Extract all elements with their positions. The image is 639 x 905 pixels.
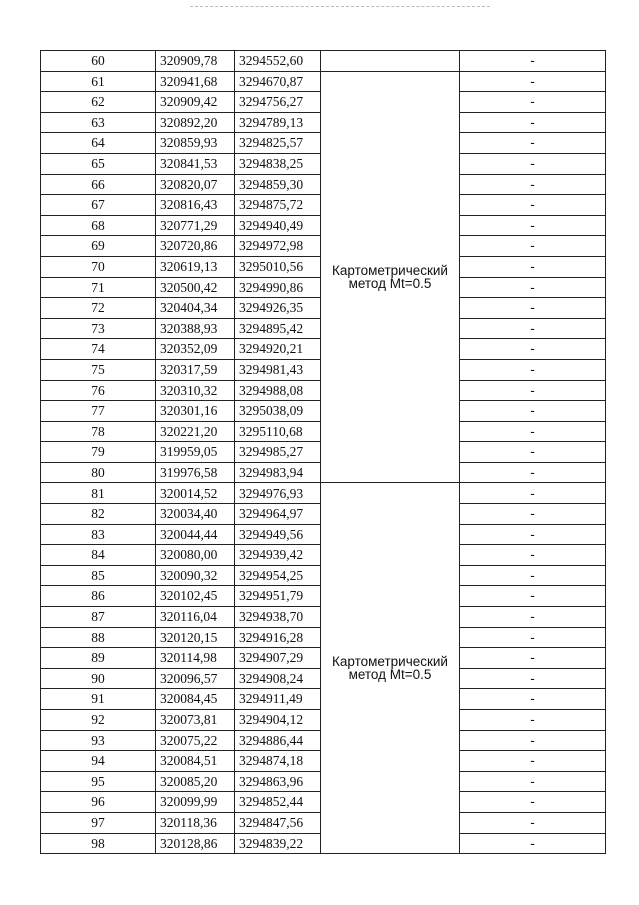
scan-header-line [190,6,490,8]
table-row [41,483,606,504]
x-coordinate-cell: 320892,20 [156,112,235,133]
point-number-cell: 78 [41,421,156,442]
point-number-cell: 61 [41,71,156,92]
point-number-cell: 62 [41,92,156,113]
value-cell: - [460,421,606,442]
value-cell: - [460,277,606,298]
x-coordinate-cell: 320404,34 [156,298,235,319]
value-cell: - [460,112,606,133]
value-cell: - [460,339,606,360]
y-coordinate-cell: 3294939,42 [235,545,321,566]
point-number-cell: 68 [41,215,156,236]
value-cell: - [460,442,606,463]
point-number-cell: 91 [41,689,156,710]
value-cell: - [460,318,606,339]
x-coordinate-cell: 320084,45 [156,689,235,710]
y-coordinate-cell: 3294938,70 [235,607,321,628]
method-cell-empty [321,51,460,72]
point-number-cell: 82 [41,504,156,525]
value-cell: - [460,668,606,689]
value-cell: - [460,380,606,401]
point-number-cell: 83 [41,524,156,545]
method-cell [321,71,460,483]
point-number-cell: 73 [41,318,156,339]
x-coordinate-cell: 320301,16 [156,401,235,422]
point-number-cell: 70 [41,256,156,277]
value-cell: - [460,195,606,216]
x-coordinate-cell: 320090,32 [156,565,235,586]
y-coordinate-cell: 3294907,29 [235,648,321,669]
x-coordinate-cell: 320500,42 [156,277,235,298]
x-coordinate-cell: 320941,68 [156,71,235,92]
point-number-cell: 80 [41,462,156,483]
y-coordinate-cell: 3294874,18 [235,751,321,772]
x-coordinate-cell: 320085,20 [156,771,235,792]
x-coordinate-cell: 320909,42 [156,92,235,113]
value-cell: - [460,648,606,669]
y-coordinate-cell: 3295110,68 [235,421,321,442]
x-coordinate-cell: 320388,93 [156,318,235,339]
point-number-cell: 98 [41,833,156,854]
y-coordinate-cell: 3294911,49 [235,689,321,710]
x-coordinate-cell: 320841,53 [156,153,235,174]
x-coordinate-cell: 320044,44 [156,524,235,545]
point-number-cell: 93 [41,730,156,751]
y-coordinate-cell: 3294552,60 [235,51,321,72]
y-coordinate-cell: 3294789,13 [235,112,321,133]
point-number-cell: 85 [41,565,156,586]
value-cell: - [460,133,606,154]
table-row [41,51,606,72]
point-number-cell: 60 [41,51,156,72]
x-coordinate-cell: 319959,05 [156,442,235,463]
x-coordinate-cell: 320034,40 [156,504,235,525]
point-number-cell: 88 [41,627,156,648]
y-coordinate-cell: 3294847,56 [235,812,321,833]
y-coordinate-cell: 3294985,27 [235,442,321,463]
y-coordinate-cell: 3294981,43 [235,359,321,380]
point-number-cell: 76 [41,380,156,401]
y-coordinate-cell: 3294949,56 [235,524,321,545]
point-number-cell: 87 [41,607,156,628]
y-coordinate-cell: 3294825,57 [235,133,321,154]
value-cell: - [460,483,606,504]
point-number-cell: 81 [41,483,156,504]
y-coordinate-cell: 3294886,44 [235,730,321,751]
x-coordinate-cell: 320317,59 [156,359,235,380]
value-cell: - [460,627,606,648]
value-cell: - [460,359,606,380]
value-cell: - [460,771,606,792]
point-number-cell: 74 [41,339,156,360]
y-coordinate-cell: 3294838,25 [235,153,321,174]
x-coordinate-cell: 320816,43 [156,195,235,216]
x-coordinate-cell: 320128,86 [156,833,235,854]
x-coordinate-cell: 320720,86 [156,236,235,257]
point-number-cell: 72 [41,298,156,319]
value-cell: - [460,812,606,833]
value-cell: - [460,710,606,731]
x-coordinate-cell: 320771,29 [156,215,235,236]
y-coordinate-cell: 3294920,21 [235,339,321,360]
y-coordinate-cell: 3294976,93 [235,483,321,504]
x-coordinate-cell: 320310,32 [156,380,235,401]
coordinates-table [40,50,606,854]
x-coordinate-cell: 320859,93 [156,133,235,154]
point-number-cell: 84 [41,545,156,566]
y-coordinate-cell: 3295038,09 [235,401,321,422]
x-coordinate-cell: 320075,22 [156,730,235,751]
point-number-cell: 92 [41,710,156,731]
point-number-cell: 95 [41,771,156,792]
point-number-cell: 71 [41,277,156,298]
x-coordinate-cell: 320820,07 [156,174,235,195]
point-number-cell: 65 [41,153,156,174]
x-coordinate-cell: 320352,09 [156,339,235,360]
x-coordinate-cell: 319976,58 [156,462,235,483]
value-cell: - [460,236,606,257]
value-cell: - [460,607,606,628]
x-coordinate-cell: 320114,98 [156,648,235,669]
x-coordinate-cell: 320619,13 [156,256,235,277]
x-coordinate-cell: 320116,04 [156,607,235,628]
point-number-cell: 67 [41,195,156,216]
y-coordinate-cell: 3294940,49 [235,215,321,236]
value-cell: - [460,586,606,607]
x-coordinate-cell: 320102,45 [156,586,235,607]
x-coordinate-cell: 320118,36 [156,812,235,833]
point-number-cell: 77 [41,401,156,422]
y-coordinate-cell: 3294972,98 [235,236,321,257]
x-coordinate-cell: 320014,52 [156,483,235,504]
value-cell: - [460,401,606,422]
y-coordinate-cell: 3294951,79 [235,586,321,607]
point-number-cell: 89 [41,648,156,669]
method-label-line2: метод Mt=0.5 [348,276,432,292]
y-coordinate-cell: 3294916,28 [235,627,321,648]
value-cell: - [460,524,606,545]
y-coordinate-cell: 3294954,25 [235,565,321,586]
y-coordinate-cell: 3294908,24 [235,668,321,689]
y-coordinate-cell: 3294983,94 [235,462,321,483]
x-coordinate-cell: 320073,81 [156,710,235,731]
point-number-cell: 96 [41,792,156,813]
method-label-line1: Картометрический [332,653,448,669]
x-coordinate-cell: 320084,51 [156,751,235,772]
value-cell: - [460,256,606,277]
y-coordinate-cell: 3294852,44 [235,792,321,813]
point-number-cell: 69 [41,236,156,257]
x-coordinate-cell: 320080,00 [156,545,235,566]
point-number-cell: 64 [41,133,156,154]
x-coordinate-cell: 320099,99 [156,792,235,813]
value-cell: - [460,689,606,710]
method-label-line2: метод Mt=0.5 [348,667,432,683]
value-cell: - [460,504,606,525]
y-coordinate-cell: 3294895,42 [235,318,321,339]
point-number-cell: 79 [41,442,156,463]
value-cell: - [460,792,606,813]
y-coordinate-cell: 3294863,96 [235,771,321,792]
y-coordinate-cell: 3294904,12 [235,710,321,731]
y-coordinate-cell: 3294964,97 [235,504,321,525]
value-cell: - [460,153,606,174]
point-number-cell: 75 [41,359,156,380]
value-cell: - [460,730,606,751]
method-cell [321,483,460,854]
x-coordinate-cell: 320221,20 [156,421,235,442]
y-coordinate-cell: 3294988,08 [235,380,321,401]
x-coordinate-cell: 320120,15 [156,627,235,648]
y-coordinate-cell: 3295010,56 [235,256,321,277]
x-coordinate-cell: 320096,57 [156,668,235,689]
y-coordinate-cell: 3294839,22 [235,833,321,854]
y-coordinate-cell: 3294990,86 [235,277,321,298]
value-cell: - [460,462,606,483]
y-coordinate-cell: 3294926,35 [235,298,321,319]
value-cell: - [460,751,606,772]
coordinates-table-body [41,51,606,854]
point-number-cell: 66 [41,174,156,195]
point-number-cell: 86 [41,586,156,607]
point-number-cell: 63 [41,112,156,133]
value-cell: - [460,71,606,92]
value-cell: - [460,92,606,113]
y-coordinate-cell: 3294859,30 [235,174,321,195]
point-number-cell: 97 [41,812,156,833]
y-coordinate-cell: 3294756,27 [235,92,321,113]
value-cell: - [460,174,606,195]
value-cell: - [460,215,606,236]
value-cell: - [460,298,606,319]
value-cell: - [460,545,606,566]
table-row [41,71,606,92]
y-coordinate-cell: 3294670,87 [235,71,321,92]
point-number-cell: 90 [41,668,156,689]
value-cell: - [460,565,606,586]
value-cell: - [460,833,606,854]
method-label-line1: Картометрический [332,262,448,278]
x-coordinate-cell: 320909,78 [156,51,235,72]
point-number-cell: 94 [41,751,156,772]
value-cell: - [460,51,606,72]
y-coordinate-cell: 3294875,72 [235,195,321,216]
